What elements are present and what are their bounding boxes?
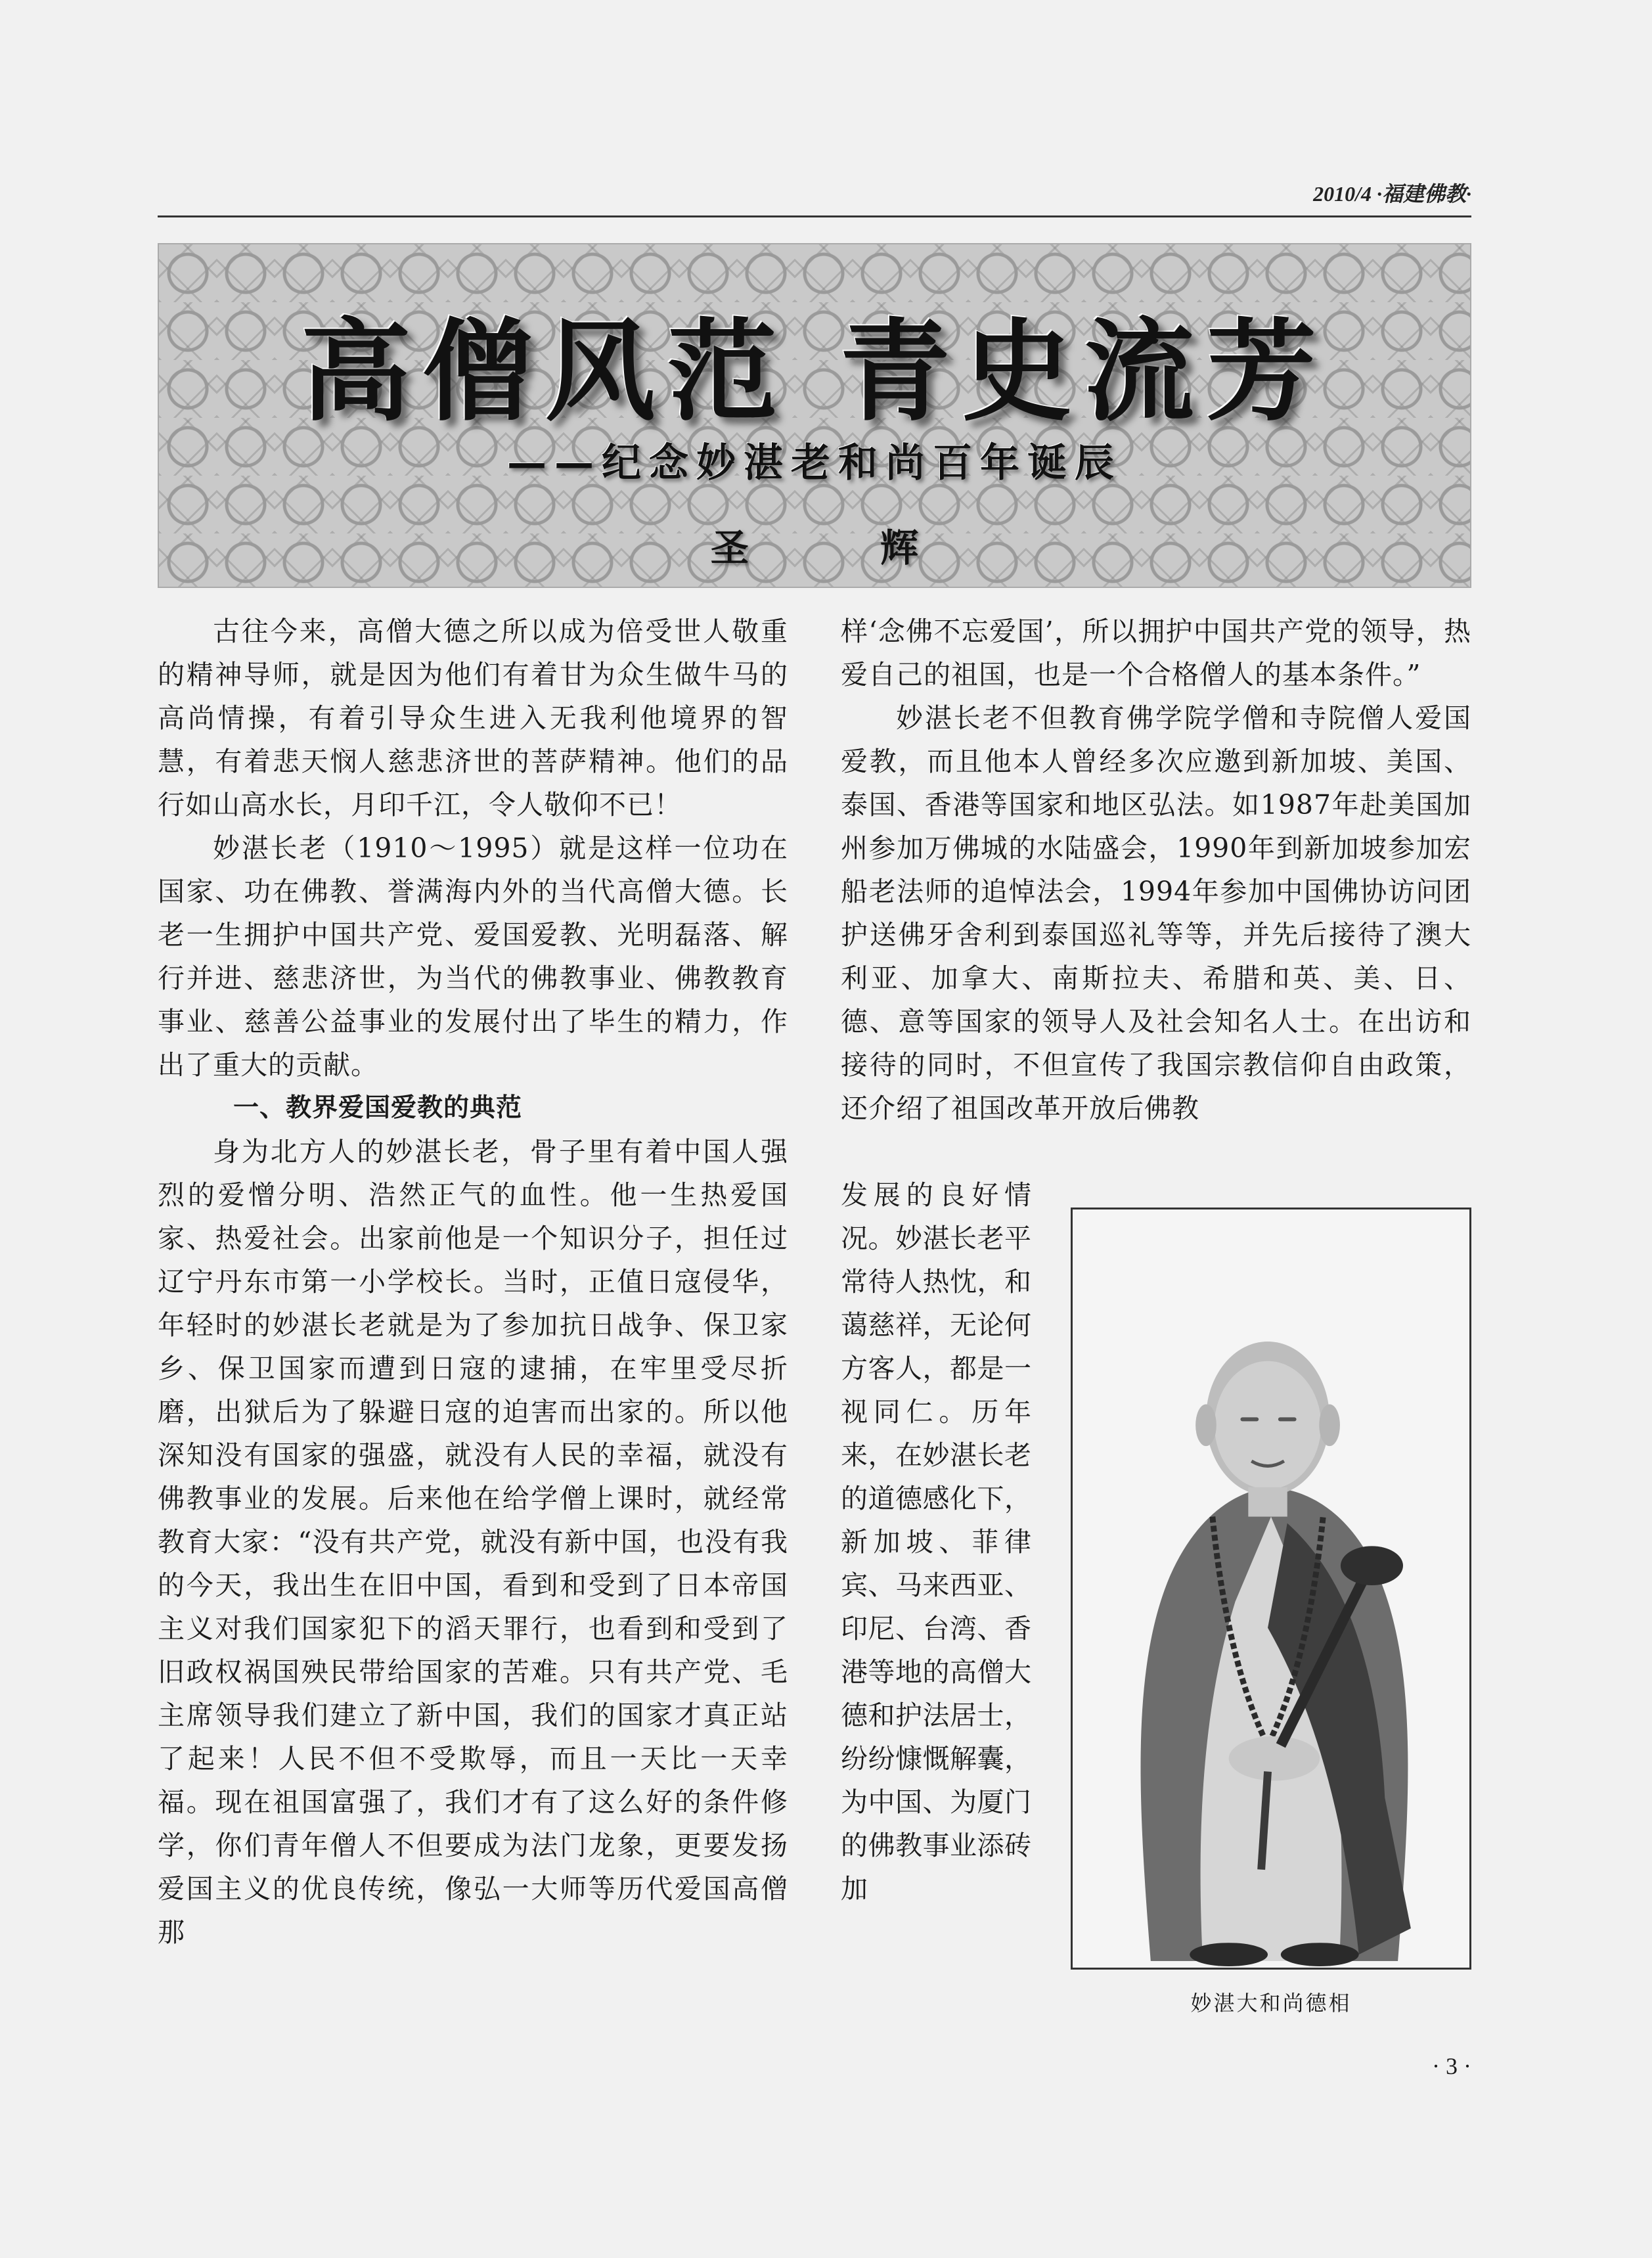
paragraph: 古往今来，高僧大德之所以成为倍受世人敬重的精神导师，就是因为他们有着甘为众生做牛马的高尚情操，有着引导众生进入无我利他境界的智慧，有着悲天悯人慈悲济世的菩萨精神。他们的品行如山高水长，月印千江，令人敬仰不已！ (158, 616, 788, 821)
page-number: · 3 · (1432, 2053, 1471, 2079)
article-title: 高僧风范 青史流芳 (300, 307, 1329, 436)
paragraph: 身为北方人的妙湛长老，骨子里有着中国人强烈的爱憎分明、浩然正气的血性。他一生热爱国家、热爱社会。出家前他是一个知识分子，担任过辽宁丹东市第一小学校长。当时，正值日寇侵华，年轻时的妙湛长老就是为了参加抗日战争、保卫家乡、保卫国家而遭到日寇的逮捕，在牢里受尽折磨，出狱后为了躲避日寇的迫害而出家的。所以他深知没有国家的强盛，就没有人民的幸福，就没有佛教事业的发展。后来他在给学僧上课时，就经常教育大家：“没有共产党，就没有新中国，也没有我的今天，我出生在旧中国，看到和受到了日本帝国主义对我们国家犯下的滔天罪行，也看到和受到了旧政权祸国殃民带给国家的苦难。只有共产党、毛主席领导我们建立了新中国，我们的国家才真正站了起来！人民不但不受欺辱，而且一天比一天幸福。现在祖国富强了，我们才有了这么好的条件修学，你们青年僧人不但要成为法门龙象，更要发扬爱国主义的优良传统，像弘一大师等历代爱国高僧那 (158, 1136, 788, 1948)
right-column (841, 610, 1471, 1130)
article-author: 圣 辉 (710, 526, 978, 570)
paragraph: 妙湛长老（1910～1995）就是这样一位功在国家、功在佛教、誉满海内外的当代高僧大德。长老一生拥护中国共产党、爱国爱教、光明磊落、解行并进、慈悲济世，为当代的佛教事业、佛教教育事业、慈善公益事业的发展付出了毕生的精力，作出了重大的贡献。 (158, 832, 788, 1081)
monk-portrait-image (1073, 1209, 1469, 1968)
article-subtitle: ——纪念妙湛老和尚百年诞辰 (507, 440, 1122, 486)
section-heading: 一、教界爱国爱教的典范 (233, 1093, 523, 1123)
photo-caption: 妙湛大和尚德相 (1190, 1991, 1352, 2016)
portrait-photo (1071, 1208, 1471, 1970)
paragraph: 发展的良好情况。妙湛长老平常待人热忱，和蔼慈祥，无论何方客人，都是一视同仁。历年来，在妙湛长老的道德感化下，新加坡、菲律宾、马来西亚、印尼、台湾、香港等地的高僧大德和护法居士，纷纷慷慨解囊，为中国、为厦门的佛教事业添砖加 (841, 1179, 1031, 1905)
header-rule (158, 215, 1471, 217)
title-banner (158, 243, 1471, 588)
paragraph: 样‘念佛不忘爱国’，所以拥护中国共产党的领导，热爱自己的祖国，也是一个合格僧人的基本条件。” (841, 616, 1471, 690)
left-column (158, 610, 788, 1954)
running-head: 2010/4 ·福建佛教· (1313, 182, 1471, 206)
right-column-narrow (841, 1173, 1031, 1910)
paragraph: 妙湛长老不但教育佛学院学僧和寺院僧人爱国爱教，而且他本人曾经多次应邀到新加坡、美国、泰国、香港等国家和地区弘法。如1987年赴美国加州参加万佛城的水陆盛会，1990年到新加坡参加宏船老法师的追悼法会，1994年参加中国佛协访问团护送佛牙舍利到泰国巡礼等等，并先后接待了澳大利亚、加拿大、南斯拉夫、希腊和英、美、日、德、意等国家的领导人及社会知名人士。在出访和接待的同时，不但宣传了我国宗教信仰自由政策，还介绍了祖国改革开放后佛教 (841, 702, 1471, 1124)
